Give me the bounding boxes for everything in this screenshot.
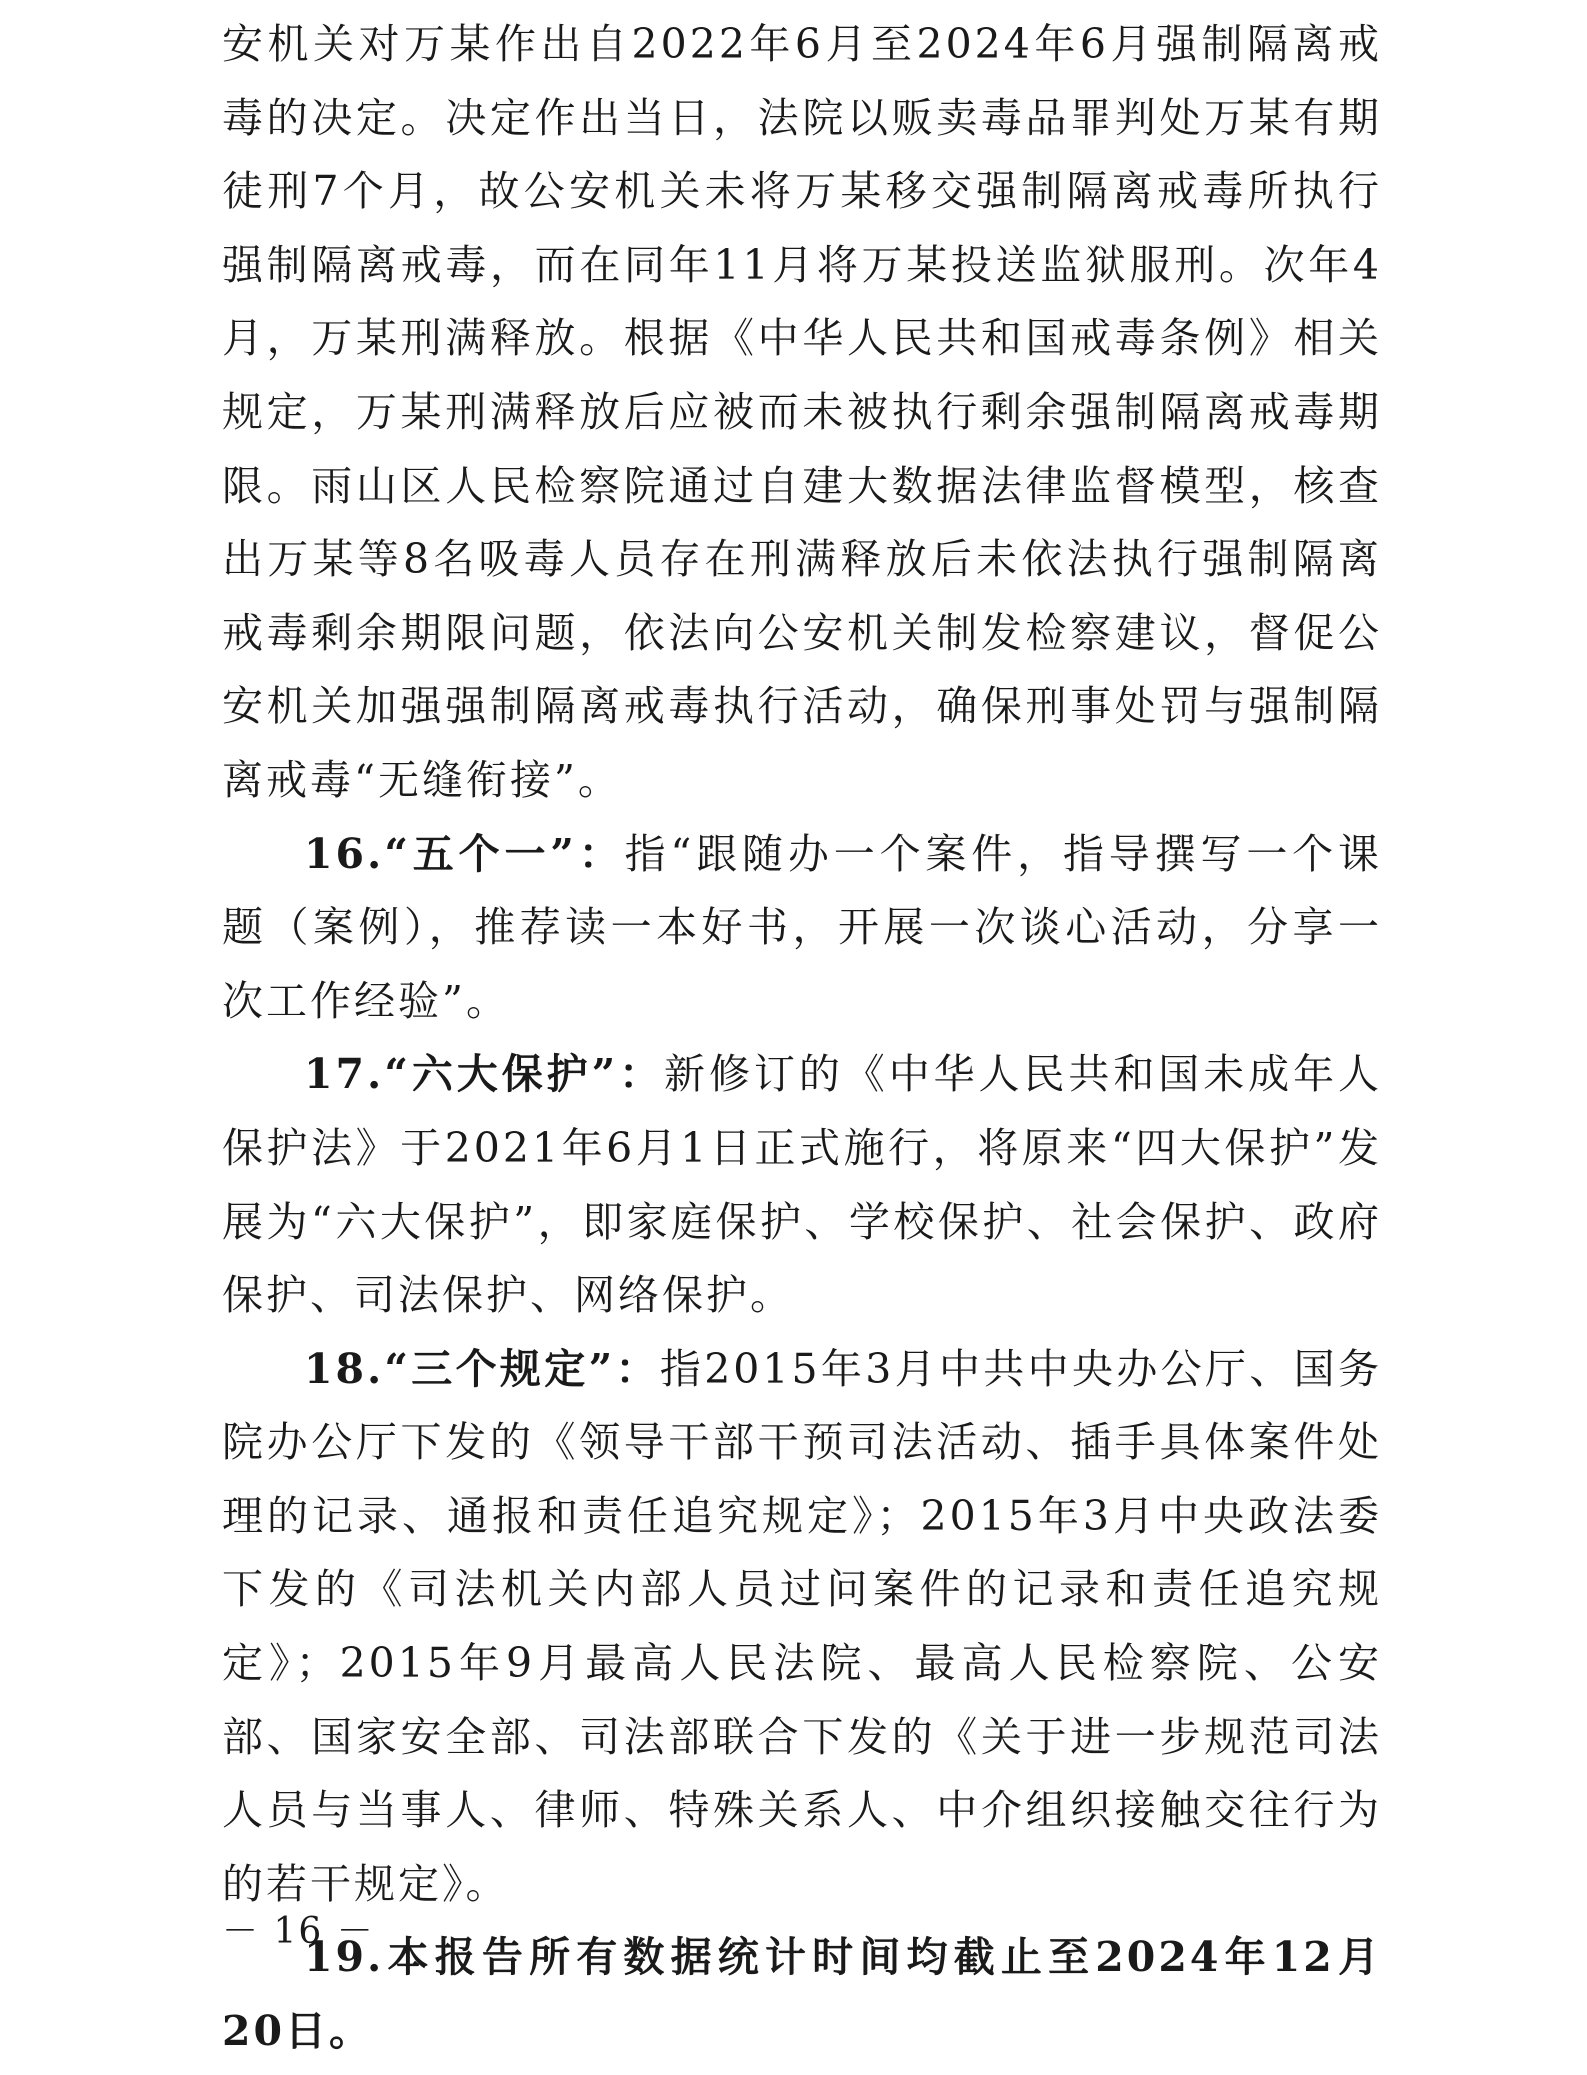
note-19 — [222, 1921, 1382, 2068]
note-18 — [222, 1333, 1382, 1922]
paragraph-body: 安机关对万某作出自2022年6月至2024年6月强制隔离戒毒的决定。决定作出当日，法院以贩卖毒品罪判处万某有期徒刑7个月，故公安机关未将万某移交强制隔离戒毒所执行强制隔离戒毒，而在同年11月将万某投送监狱服刑。次年4月，万某刑满释放。根据《中华人民共和国戒毒条例》相关规定，万某刑满释放后应被而未被执行剩余强制隔离戒毒期限。雨山区人民检察院通过自建大数据法律监督模型，核查出万某等8名吸毒人员存在刑满释放后未依法执行强制隔离戒毒剩余期限问题，依法向公安机关制发检察建议，督促公安机关加强强制隔离戒毒执行活动，确保刑事处罚与强制隔离戒毒“无缝衔接”。 — [222, 20, 1382, 804]
note-body: 指“跟随办一个案件，指导撰写一个课题（案例），推荐读一本好书，开展一次谈心活动，分享一次工作经验”。 — [222, 829, 1382, 1025]
note-heading: 18.“三个规定”： — [304, 1344, 660, 1393]
note-17 — [222, 1038, 1382, 1332]
document-body — [222, 8, 1382, 2069]
paragraph-continuation — [222, 8, 1382, 818]
note-heading: 17.“六大保护”： — [304, 1050, 665, 1099]
note-heading: 16.“五个一”： — [304, 829, 625, 878]
page-number: － 16 － — [222, 1911, 375, 1952]
note-body: 指2015年3月中共中央办公厅、国务院办公厅下发的《领导干部干预司法活动、插手具体案件处理的记录、通报和责任追究规定》；2015年3月中央政法委下发的《司法机关内部人员过问案件的记录和责任追究规定》；2015年9月最高人民法院、最高人民检察院、公安部、国家安全部、司法部联合下发的《关于进一步规范司法人员与当事人、律师、特殊关系人、中介组织接触交往行为的若干规定》。 — [222, 1344, 1382, 1908]
note-heading: 19.本报告所有数据统计时间均截止至2024年12月20日。 — [222, 1933, 1382, 2056]
note-body: 新修订的《中华人民共和国未成年人保护法》于2021年6月1日正式施行，将原来“四大保护”发展为“六大保护”，即家庭保护、学校保护、社会保护、政府保护、司法保护、网络保护。 — [222, 1050, 1383, 1320]
note-16 — [222, 818, 1382, 1039]
